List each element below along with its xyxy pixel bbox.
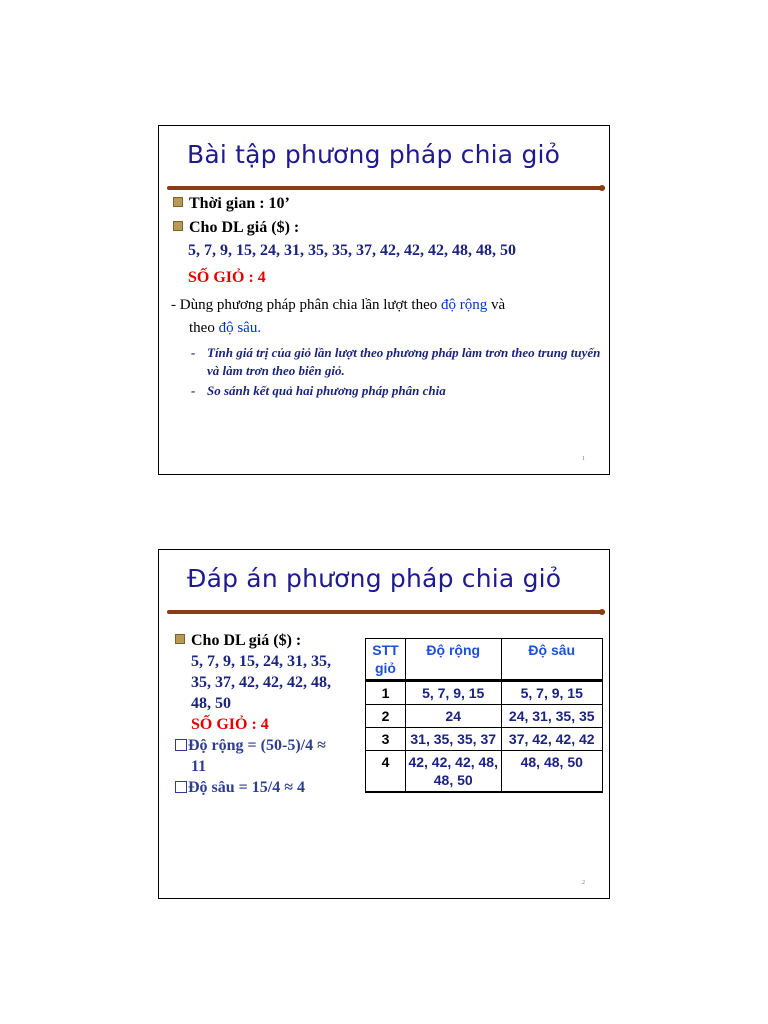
data-line-1: 5, 7, 9, 15, 24, 31, 35, bbox=[191, 653, 331, 670]
bullet-time bbox=[173, 195, 290, 213]
bin-count: SỐ GIỎ : 4 bbox=[188, 269, 266, 286]
square-bullet-icon bbox=[175, 634, 185, 644]
table-cell: 24 bbox=[405, 705, 501, 728]
data-line-2: 35, 37, 42, 42, 42, 48, bbox=[191, 674, 331, 691]
table-cell: 42, 42, 42, 48, 48, 50 bbox=[405, 751, 501, 793]
bin-count: SỐ GIỎ : 4 bbox=[191, 716, 269, 733]
table-cell: 4 bbox=[366, 751, 406, 793]
table-cell: 2 bbox=[366, 705, 406, 728]
width-term: độ rộng bbox=[441, 297, 488, 313]
table-cell: 31, 35, 35, 37 bbox=[405, 728, 501, 751]
instruction-text: - Dùng phương pháp phân chia lần lượt theo độ rộng và theo độ sâu. bbox=[171, 297, 506, 336]
sub-item-1: - Tính giá trị của giỏ lần lượt theo phương pháp làm trơn theo trung tuyến và làm trơn theo biên giỏ. bbox=[191, 345, 601, 378]
binning-table bbox=[365, 638, 603, 793]
table-cell: 5, 7, 9, 15 bbox=[405, 681, 501, 705]
depth-term: độ bbox=[218, 320, 234, 336]
header-stt: STT giỏ bbox=[366, 639, 406, 681]
table-cell: 5, 7, 9, 15 bbox=[501, 681, 603, 705]
time-label: Thời gian : 10’ bbox=[189, 195, 290, 212]
page-number: 2 bbox=[582, 880, 585, 886]
sub-item-2: - So sánh kết quả hai phương pháp phân chia bbox=[191, 383, 446, 398]
table-cell: 37, 42, 42, 42 bbox=[501, 728, 603, 751]
table-cell: 3 bbox=[366, 728, 406, 751]
table-header-row bbox=[366, 639, 603, 681]
slide-title: Đáp án phương pháp chia giỏ bbox=[187, 564, 562, 593]
title-rule bbox=[167, 610, 605, 614]
table-row bbox=[366, 751, 603, 793]
square-bullet-icon bbox=[173, 221, 183, 231]
table-cell: 48, 48, 50 bbox=[501, 751, 603, 793]
bullet-data: Cho DL giá ($) : bbox=[175, 630, 355, 651]
table-row bbox=[366, 681, 603, 705]
slide-2 bbox=[158, 549, 610, 899]
header-width: Độ rộng bbox=[405, 639, 501, 681]
data-label: Cho DL giá ($) : bbox=[189, 219, 300, 236]
title-rule bbox=[167, 186, 605, 190]
bullet-data bbox=[173, 219, 299, 237]
table-cell: 1 bbox=[366, 681, 406, 705]
width-calc: Độ rộng = (50-5)/4 ≈ bbox=[175, 735, 355, 756]
depth-calc: Độ sâu = 15/4 ≈ 4 bbox=[175, 777, 355, 798]
slide-title: Bài tập phương pháp chia giỏ bbox=[187, 140, 561, 169]
page-number: 1 bbox=[582, 456, 585, 462]
slide2-left-content bbox=[175, 630, 355, 798]
table-row bbox=[366, 728, 603, 751]
data-values: 5, 7, 9, 15, 24, 31, 35, 35, 37, 42, 42, 42, 48, 48, 50 bbox=[188, 242, 516, 259]
table-row bbox=[366, 705, 603, 728]
square-bullet-icon bbox=[173, 197, 183, 207]
table-cell: 24, 31, 35, 35 bbox=[501, 705, 603, 728]
data-line-3: 48, 50 bbox=[191, 695, 231, 712]
header-depth: Độ sâu bbox=[501, 639, 603, 681]
width-result: 11 bbox=[191, 758, 207, 775]
checkbox-bullet-icon bbox=[175, 781, 187, 793]
slide-1 bbox=[158, 125, 610, 475]
checkbox-bullet-icon bbox=[175, 739, 187, 751]
